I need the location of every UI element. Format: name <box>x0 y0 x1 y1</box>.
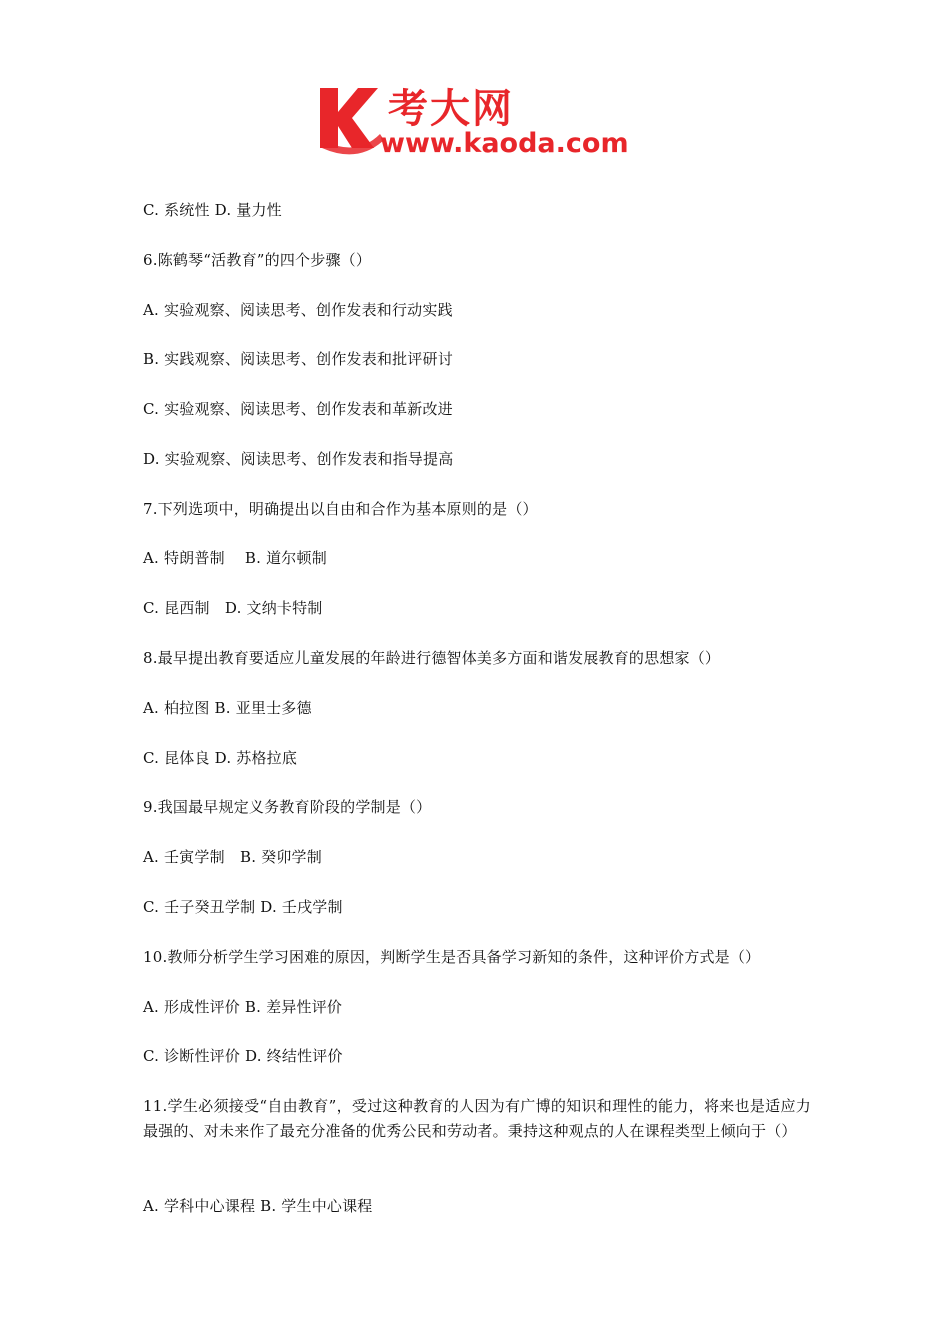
option-line: A. 特朗普制 B. 道尔顿制 <box>143 549 327 567</box>
option-line: C. 昆体良 D. 苏格拉底 <box>143 749 298 767</box>
option-line: C. 实验观察、阅读思考、创作发表和革新改进 <box>143 400 453 418</box>
question-11: 11.学生必须接受“自由教育”，受过这种教育的人因为有广博的知识和理性的能力，将来也是适应力最强的、对未来作了最充分准备的优秀公民和劳动者。秉持这种观点的人在课程类型上倾向于（） <box>143 1097 811 1140</box>
option-line: A. 形成性评价 B. 差异性评价 <box>143 998 343 1016</box>
option-line: C. 系统性 D. 量力性 <box>143 201 282 219</box>
question-10: 10.教师分析学生学习困难的原因，判断学生是否具备学习新知的条件，这种评价方式是（） <box>143 948 761 966</box>
option-line: B. 实践观察、阅读思考、创作发表和批评研讨 <box>143 350 453 368</box>
option-line: C. 诊断性评价 D. 终结性评价 <box>143 1047 343 1065</box>
logo-brand-text: 考大网 <box>388 86 514 132</box>
option-line: A. 学科中心课程 B. 学生中心课程 <box>143 1197 373 1215</box>
option-line: A. 实验观察、阅读思考、创作发表和行动实践 <box>143 301 453 319</box>
question-6: 6.陈鹤琴“活教育”的四个步骤（） <box>143 251 372 269</box>
question-9: 9.我国最早规定义务教育阶段的学制是（） <box>143 798 432 816</box>
option-line: D. 实验观察、阅读思考、创作发表和指导提高 <box>143 450 454 468</box>
option-line: A. 壬寅学制 B. 癸卯学制 <box>143 848 322 866</box>
kaoda-logo <box>318 82 638 158</box>
k-mark-icon <box>320 88 378 148</box>
logo-url-text: www.kaoda.com <box>380 128 629 158</box>
question-8: 8.最早提出教育要适应儿童发展的年龄进行德智体美多方面和谐发展教育的思想家（） <box>143 649 721 667</box>
option-line: A. 柏拉图 B. 亚里士多德 <box>143 699 312 717</box>
option-line: C. 昆西制 D. 文纳卡特制 <box>143 599 323 617</box>
question-7: 7.下列选项中，明确提出以自由和合作为基本原则的是（） <box>143 500 538 518</box>
kaoda-logo-image <box>318 82 638 158</box>
option-line: C. 壬子癸丑学制 D. 壬戌学制 <box>143 898 343 916</box>
